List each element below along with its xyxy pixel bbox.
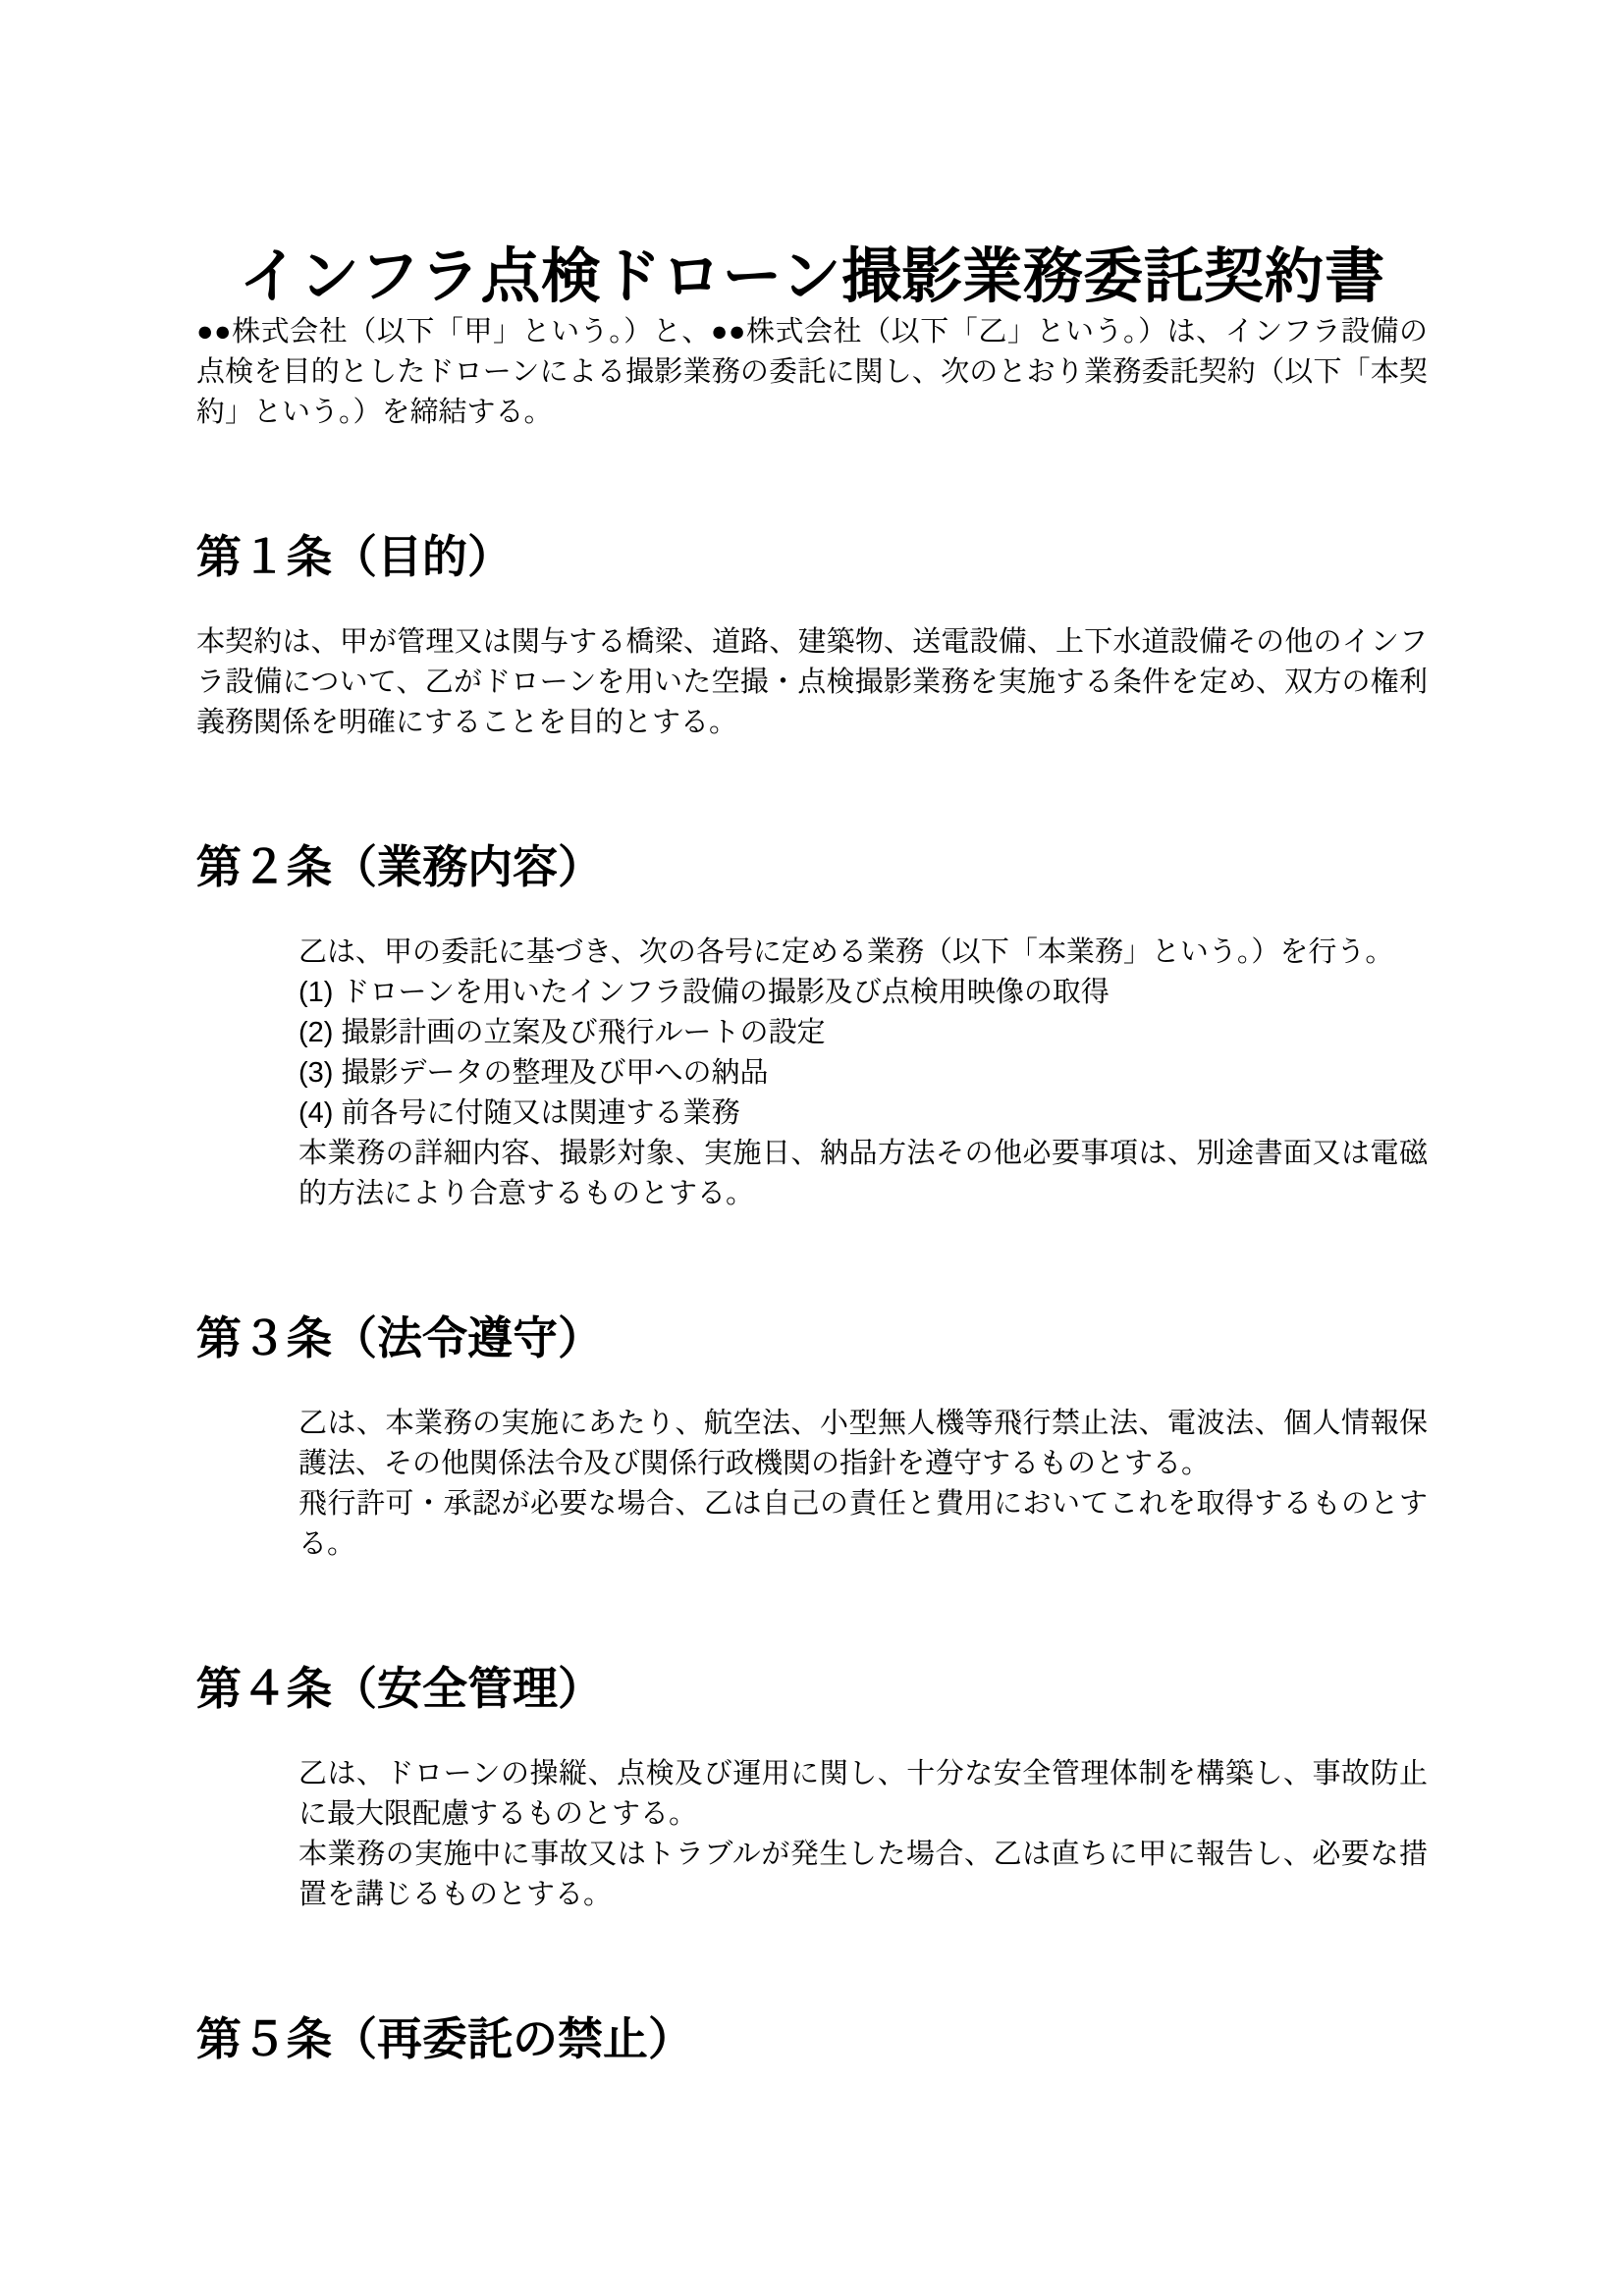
article-4-heading: 第４条（安全管理） bbox=[196, 1662, 603, 1714]
article-2-item-1: (1) ドローンを用いたインフラ設備の撮影及び点検用映像の取得 bbox=[298, 976, 1110, 1008]
article-2-item-3: (3) 撮影データの整理及び甲への納品 bbox=[298, 1056, 769, 1089]
article-1-body bbox=[196, 622, 1428, 743]
intro-paragraph: ●●株式会社（以下「甲」という。）と、●●株式会社（以下「乙」という。）は、インフラ設備の点検を目的としたドローンによる撮影業務の委託に関し、次のとおり業務委託契約（以下「本契約」という。）を締結する。 bbox=[196, 315, 1428, 428]
document-title: インフラ点検ドローン撮影業務委託契約書 bbox=[239, 242, 1385, 309]
article-5-heading: 第５条（再委託の禁止） bbox=[196, 2012, 693, 2064]
article-2-body bbox=[298, 933, 1428, 1214]
article-2-item-4: (4) 前各号に付随又は関連する業務 bbox=[298, 1096, 740, 1129]
section-article-5-no-subcontracting bbox=[196, 2013, 1428, 2065]
section-article-4-safety-management bbox=[196, 1663, 1428, 1915]
section-article-3-legal-compliance bbox=[196, 1312, 1428, 1565]
article-4-paragraph-2: 本業務の実施中に事故又はトラブルが発生した場合、乙は直ちに甲に報告し、必要な措置を講じるものとする。 bbox=[298, 1838, 1428, 1910]
article-2-heading: 第２条（業務内容） bbox=[196, 840, 603, 892]
section-article-1-purpose bbox=[196, 531, 1428, 743]
article-2-item-2: (2) 撮影計画の立案及び飛行ルートの設定 bbox=[298, 1016, 826, 1048]
article-2-lead-paragraph: 乙は、甲の委託に基づき、次の各号に定める業務（以下「本業務」という。）を行う。 bbox=[298, 935, 1394, 968]
article-1-paragraph: 本契約は、甲が管理又は関与する橋梁、道路、建築物、送電設備、上下水道設備その他のインフラ設備について、乙がドローンを用いた空撮・点検撮影業務を実施する条件を定め、双方の権利義務関係を明確にすることを目的とする。 bbox=[196, 625, 1428, 738]
article-4-paragraph-1: 乙は、ドローンの操縦、点検及び運用に関し、十分な安全管理体制を構築し、事故防止に最大限配慮するものとする。 bbox=[298, 1757, 1428, 1830]
article-1-heading: 第１条（目的） bbox=[196, 530, 513, 582]
article-3-paragraph-2: 飛行許可・承認が必要な場合、乙は自己の責任と費用においてこれを取得するものとする。 bbox=[298, 1487, 1428, 1560]
article-3-body bbox=[298, 1404, 1428, 1565]
article-4-body bbox=[298, 1754, 1428, 1915]
article-2-closing-paragraph: 本業務の詳細内容、撮影対象、実施日、納品方法その他必要事項は、別途書面又は電磁的方法により合意するものとする。 bbox=[298, 1137, 1428, 1209]
article-3-heading: 第３条（法令遵守） bbox=[196, 1311, 603, 1363]
article-3-paragraph-1: 乙は、本業務の実施にあたり、航空法、小型無人機等飛行禁止法、電波法、個人情報保護法、その他関係法令及び関係行政機関の指針を遵守するものとする。 bbox=[298, 1407, 1428, 1479]
section-article-2-scope-of-work bbox=[196, 841, 1428, 1214]
